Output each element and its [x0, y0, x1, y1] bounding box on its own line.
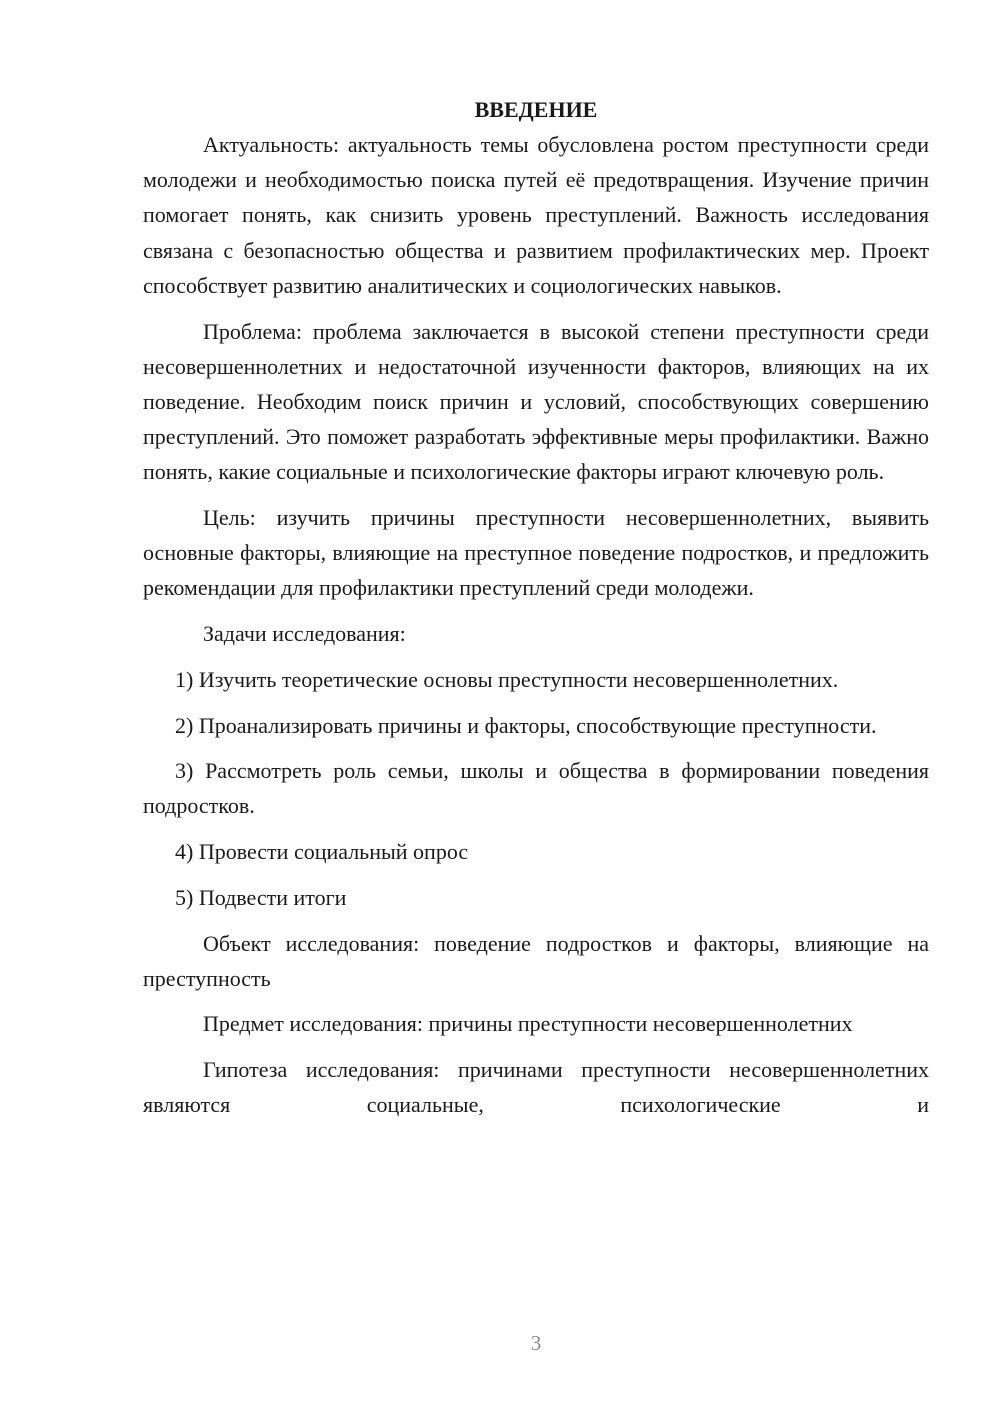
subject-paragraph: Предмет исследования: причины преступности несовершеннолетних — [203, 1011, 853, 1037]
page-number: 3 — [530, 1331, 542, 1355]
goal-paragraph: Цель: изучить причины преступности несовершеннолетних, выявить основные факторы, влияющие на преступное поведение подростков, и предложить рекомендации для профилактики преступлений среди молодежи. — [143, 505, 929, 601]
page-title: ВВЕДЕНИЕ — [474, 97, 598, 122]
object-paragraph: Объект исследования: поведение подростков и факторы, влияющие на преступность — [143, 930, 929, 991]
task-item: 1) Изучить теоретические основы преступности несовершеннолетних. — [175, 666, 839, 692]
task-item: 4) Провести социальный опрос — [175, 839, 469, 865]
problem-paragraph: Проблема: проблема заключается в высокой степени преступности среди несовершеннолетних и недостаточной изученности факторов, влияющих на их поведение. Необходим поиск причин и условий, способствующих совершению преступлений. Это поможет разработать эффективные меры профилактики. Важно понять, какие социальные и психологические факторы играют ключевую роль. — [143, 318, 929, 485]
task-item: 2) Проанализировать причины и факторы, способствующие преступности. — [175, 712, 877, 738]
task-item: 3) Рассмотреть роль семьи, школы и общества в формировании поведения подростков. — [143, 758, 929, 819]
document-page — [143, 92, 929, 1133]
relevance-paragraph: Актуальность: актуальность темы обусловлена ростом преступности среди молодежи и необходимостью поиска путей её предотвращения. Изучение причин помогает понять, как снизить уровень преступлений. Важность исследования связана с безопасностью общества и развитием профилактических мер. Проект способствует развитию аналитических и социологических навыков. — [143, 132, 929, 298]
tasks-heading: Задачи исследования: — [203, 621, 406, 647]
hypothesis-paragraph: Гипотеза исследования: причинами преступности несовершеннолетних являются социальные, психологические и — [143, 1057, 929, 1118]
task-item: 5) Подвести итоги — [175, 884, 347, 910]
